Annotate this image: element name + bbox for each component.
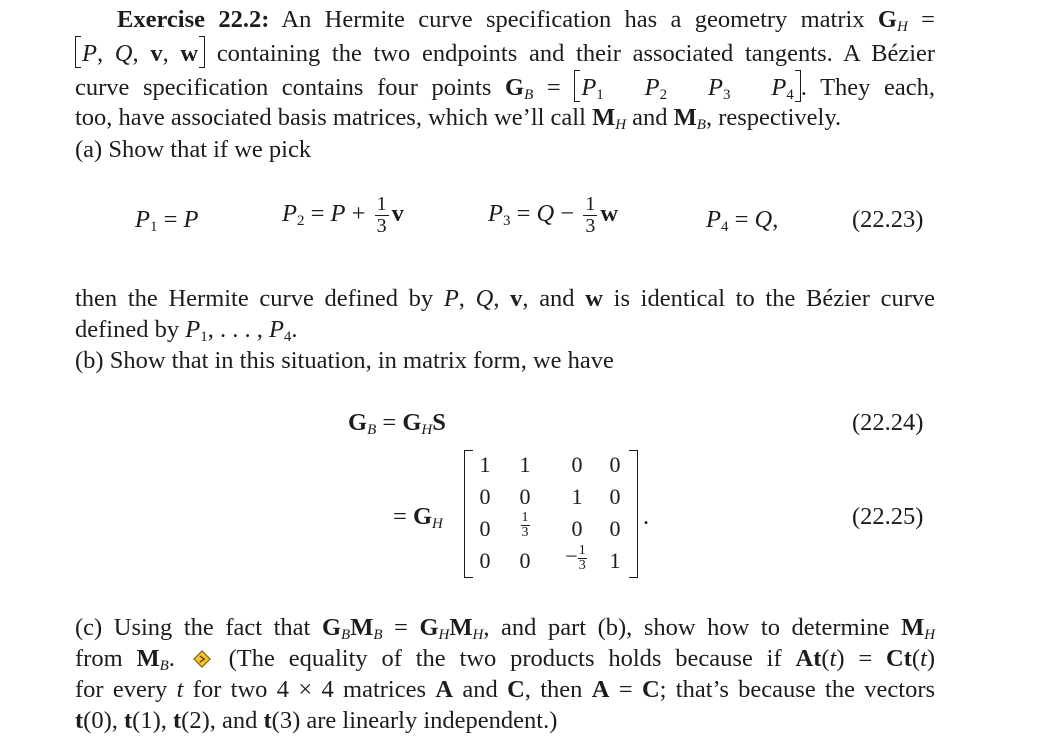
part-a-after-text-1c: is identical to the Bézier curve — [613, 285, 936, 312]
matrix-cell: 0 — [609, 516, 621, 541]
intro-text-3b: . They each, — [800, 74, 936, 101]
part-a-intro: (a) Show that if we pick — [75, 136, 312, 163]
matrix-cell: 1 — [479, 452, 491, 477]
eq-gb-ghs: GB = GHS — [348, 409, 446, 438]
eq-p3: $P_3 = Q$ − $\frac{1}{3}$ w — [488, 193, 619, 237]
matrix-cell: 0 — [571, 516, 583, 541]
matrix-cell-fraction: $\frac{1}{3}$ — [521, 510, 529, 540]
intro-text-1: An Hermite curve specification has a geometry matrix — [281, 6, 865, 33]
intro-text-2: containing the two endpoints and their associated tangents. A Bézier — [216, 40, 936, 67]
part-a-after-2: defined by $P_1$, . . . , $P_4$. — [75, 316, 298, 345]
part-c-text-3b: for two 4 × 4 matrices — [192, 676, 427, 703]
intro-text-4-end: , respectively. — [705, 104, 842, 131]
part-a-after-1: then the Hermite curve defined by P, Q, v, and w is identical to the Bézier curve — [75, 285, 936, 312]
eq-gh-prefix: = GH — [393, 503, 443, 532]
part-c-line-1: (c) Using the fact that GBMB = GHMH, and part (b), show how to determine MH — [75, 614, 936, 643]
intro-text-3a: curve specification contains four points — [75, 74, 492, 101]
part-c-text-3e: ; that’s because the vectors — [659, 676, 936, 703]
matrix-cell: 0 — [519, 548, 531, 573]
matrix-s — [464, 450, 638, 580]
eq-period: . — [643, 503, 650, 530]
intro-line-4: too, have associated basis matrices, which we’ll call MH and MB, respectively. — [75, 104, 842, 133]
part-a-after-text-1b: and — [539, 285, 575, 312]
exercise-label: Exercise 22.2: — [117, 6, 270, 33]
matrix-cell: 1 — [571, 484, 583, 509]
matrix-cell: 0 — [519, 484, 531, 509]
part-a-after-text-2: defined by — [75, 316, 180, 343]
matrix-cell: 0 — [609, 484, 621, 509]
diamond-icon — [193, 650, 211, 668]
matrix-cell: 1 — [519, 452, 531, 477]
part-c-text-2b: (The equality of the two products holds because if — [228, 645, 782, 672]
eq-number-22-23: (22.23) — [852, 206, 924, 233]
eq-p2: $P_2 = P$ + $\frac{1}{3}$ v — [282, 193, 404, 237]
matrix-cell: 0 — [479, 484, 491, 509]
intro-line-3: curve specification contains four points GB = $P_1$ $P_2$ $P_3$ $P_4$ . They each, — [75, 70, 935, 103]
part-c-line-2: from MB. (The equality of the two products holds because if At(t) = Ct(t) — [75, 645, 936, 674]
matrix-cell: 0 — [571, 452, 583, 477]
part-c-text-3c: and — [462, 676, 498, 703]
part-c-text-2a: from — [75, 645, 123, 672]
matrix-cell: 1 — [609, 548, 621, 573]
eq-p1: $P_1 = P$ — [135, 206, 199, 235]
part-c-line-3: for every t for two 4 × 4 matrices A and C, then A = C; that’s because the vectors — [75, 676, 936, 703]
part-c-text-1b: , and part (b), show how to determine — [483, 614, 890, 641]
part-c-line-4: t(0), t(1), t(2), and t(3) are linearly independent.) — [75, 707, 558, 734]
eq-number-22-24: (22.24) — [852, 409, 924, 436]
part-c-text-3a: for every — [75, 676, 168, 703]
intro-line-2: P, Q, v, w containing the two endpoints and their associated tangents. A Bézier — [75, 36, 935, 69]
matrix-cell-fraction: − $\frac{1}{3}$ — [565, 543, 586, 573]
intro-text-4: too, have associated basis matrices, which we’ll call — [75, 104, 586, 131]
matrix-cell: 0 — [479, 516, 491, 541]
intro-line-1: Exercise 22.2: An Hermite curve specification has a geometry matrix GH = — [117, 6, 935, 35]
eq-p4: $P_4 = Q$, — [706, 206, 779, 235]
part-c-text-1a: (c) Using the fact that — [75, 614, 311, 641]
part-b-intro: (b) Show that in this situation, in matrix form, we have — [75, 347, 614, 374]
matrix-cell: 0 — [479, 548, 491, 573]
part-a-after-text-1: then the Hermite curve defined by — [75, 285, 434, 312]
eq-number-22-25: (22.25) — [852, 503, 924, 530]
part-c-text-4: are linearly independent.) — [306, 707, 558, 734]
intro-text-4-and: and — [632, 104, 668, 131]
part-c-text-3d: , then — [524, 676, 583, 703]
matrix-cell: 0 — [609, 452, 621, 477]
